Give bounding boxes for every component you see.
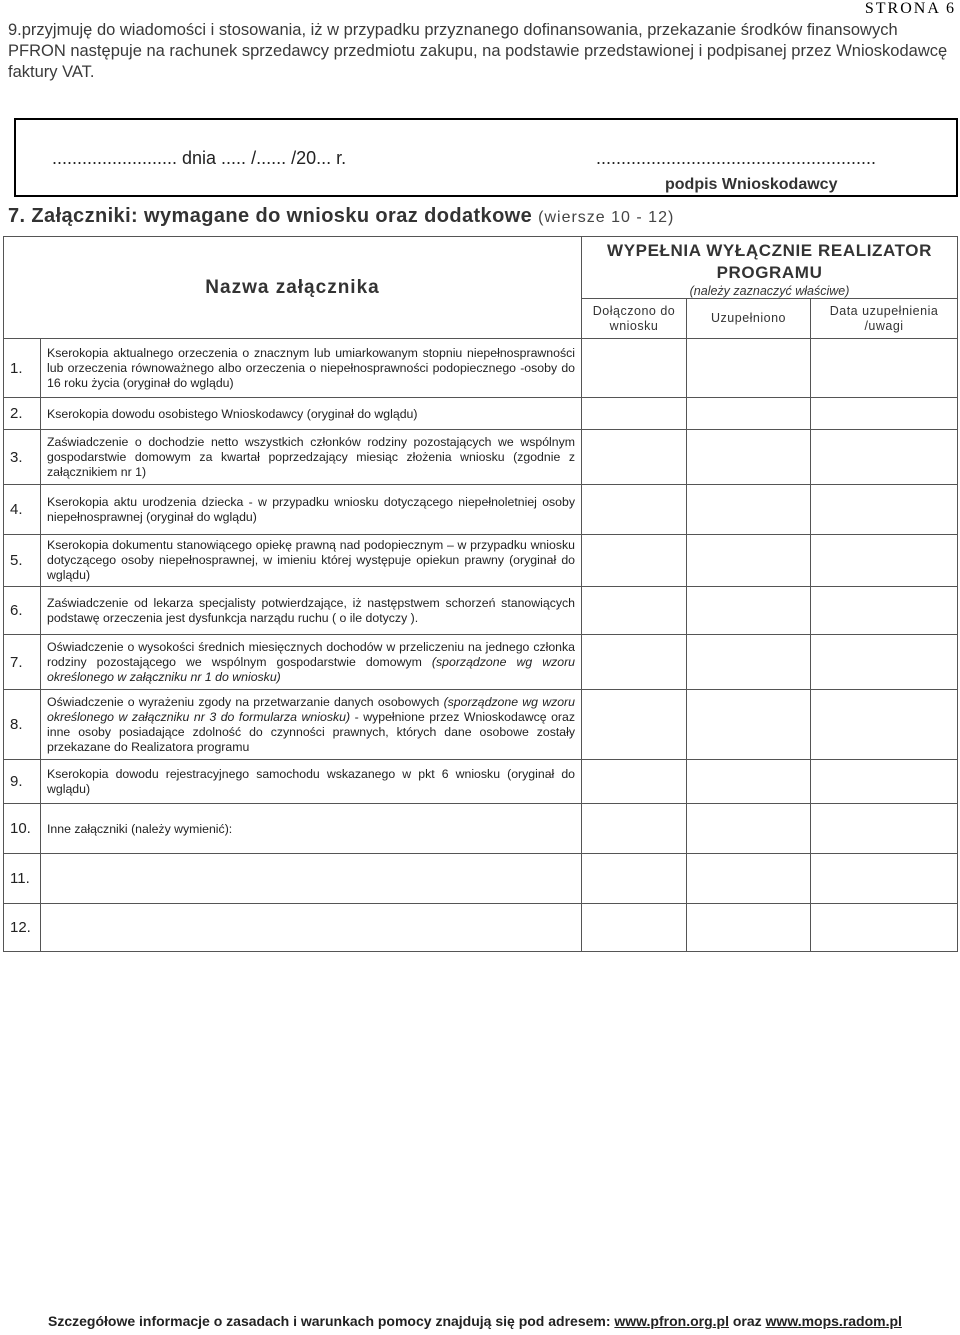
cell-completed[interactable]	[687, 854, 811, 904]
cell-completed[interactable]	[687, 587, 811, 635]
cell-attached[interactable]	[582, 430, 687, 485]
cell-completed[interactable]	[687, 485, 811, 535]
row-description[interactable]	[41, 854, 582, 904]
col-date-header: Data uzupełnienia /uwagi	[811, 299, 958, 339]
row-number: 5.	[4, 535, 41, 587]
link-pfron[interactable]: www.pfron.org.pl	[614, 1313, 729, 1329]
row-description: Zaświadczenie od lekarza specjalisty potwierdzające, iż następstwem schorzeń stanowiących podstawę orzeczenia jest dysfunkcja narządu ruchu ( o ile dotyczy ).	[41, 587, 582, 635]
cell-attached[interactable]	[582, 587, 687, 635]
table-row	[4, 535, 958, 587]
row-description: Oświadczenie o wyrażeniu zgody na przetwarzanie danych osobowych (sporządzone wg wzoru określonego w załączniku nr 3 do formularza wniosku) - wypełnione przez Wnioskodawcę oraz inne osoby posiadające zdolność do czynności prawnych, których dane osobowe zostały przekazane do Realizatora programu	[41, 690, 582, 760]
row-number: 11.	[4, 854, 41, 904]
cell-date[interactable]	[811, 690, 958, 760]
table-row	[4, 760, 958, 804]
attachments-table	[3, 236, 958, 952]
section-title	[8, 205, 674, 228]
link-mops[interactable]: www.mops.radom.pl	[765, 1313, 902, 1329]
row-number: 10.	[4, 804, 41, 854]
cell-date[interactable]	[811, 635, 958, 690]
cell-attached[interactable]	[582, 904, 687, 952]
cell-completed[interactable]	[687, 760, 811, 804]
row-description: Kserokopia dowodu rejestracyjnego samochodu wskazanego w pkt 6 wniosku (oryginał do wglądu)	[41, 760, 582, 804]
signature-label: podpis Wnioskodawcy	[665, 176, 838, 193]
cell-completed[interactable]	[687, 904, 811, 952]
cell-attached[interactable]	[582, 804, 687, 854]
cell-date[interactable]	[811, 804, 958, 854]
cell-date[interactable]	[811, 485, 958, 535]
cell-date[interactable]	[811, 430, 958, 485]
cell-attached[interactable]	[582, 485, 687, 535]
table-row	[4, 430, 958, 485]
cell-completed[interactable]	[687, 398, 811, 430]
cell-date[interactable]	[811, 339, 958, 398]
row-number: 9.	[4, 760, 41, 804]
row-number: 2.	[4, 398, 41, 430]
table-row	[4, 854, 958, 904]
cell-date[interactable]	[811, 904, 958, 952]
row-number: 8.	[4, 690, 41, 760]
row-number: 7.	[4, 635, 41, 690]
cell-attached[interactable]	[582, 635, 687, 690]
cell-attached[interactable]	[582, 760, 687, 804]
row-description: Kserokopia dowodu osobistego Wnioskodawcy (oryginał do wglądu)	[41, 398, 582, 430]
realizator-header: WYPEŁNIA WYŁĄCZNIE REALIZATOR PROGRAMU (należy zaznaczyć właściwe)	[582, 237, 958, 299]
cell-date[interactable]	[811, 398, 958, 430]
row-description: Zaświadczenie o dochodzie netto wszystkich członków rodziny pozostających we wspólnym gospodarstwie domowym za kwartał poprzedzający miesiąc złożenia wniosku (zgodnie z załącznikiem nr 1)	[41, 430, 582, 485]
row-number: 1.	[4, 339, 41, 398]
signature-line: ........................................................	[596, 148, 877, 168]
cell-date[interactable]	[811, 854, 958, 904]
section-title-text: 7. Załączniki: wymagane do wniosku oraz dodatkowe	[8, 205, 533, 227]
table-row	[4, 635, 958, 690]
name-header: Nazwa załącznika	[4, 237, 582, 339]
cell-completed[interactable]	[687, 339, 811, 398]
header-row-top	[4, 237, 958, 299]
declaration-point-9: 9.przyjmuję do wiadomości i stosowania, iż w przypadku przyznanego dofinansowania, przekazanie środków finansowych PFRON następuje na rachunek sprzedawcy przedmiotu zakupu, na podstawie przedstawionej i podpisanej przez Wnioskodawcę faktury VAT.	[8, 21, 948, 81]
table-row	[4, 904, 958, 952]
footer-info	[48, 1313, 902, 1329]
section-subtitle: (wiersze 10 - 12)	[538, 209, 675, 226]
row-number: 6.	[4, 587, 41, 635]
row-description: Oświadczenie o wysokości średnich miesięcznych dochodów w przeliczeniu na jednego członka rodziny pozostającego we wspólnym gospodarstwie domowym (sporządzone wg wzoru określonego w załączniku nr 1 do wniosku)	[41, 635, 582, 690]
realizator-note: (należy zaznaczyć właściwe)	[689, 283, 850, 298]
cell-date[interactable]	[811, 760, 958, 804]
col-attached-header: Dołączono do wniosku	[582, 299, 687, 339]
table-row	[4, 339, 958, 398]
row-number: 4.	[4, 485, 41, 535]
row-number: 3.	[4, 430, 41, 485]
row-number: 12.	[4, 904, 41, 952]
footer-text: Szczegółowe informacje o zasadach i warunkach pomocy znajdują się pod adresem:	[48, 1313, 611, 1329]
row-description: Kserokopia aktualnego orzeczenia o znacznym lub umiarkowanym stopniu niepełnosprawności lub orzeczenia równoważnego albo orzeczenia o niepełnosprawności podopiecznego -osoby do 16 roku życia (oryginał do wglądu)	[41, 339, 582, 398]
signature-box	[14, 118, 958, 197]
table-row	[4, 485, 958, 535]
table-row	[4, 398, 958, 430]
row-description[interactable]	[41, 904, 582, 952]
row-description: Kserokopia aktu urodzenia dziecka - w przypadku wniosku dotyczącego niepełnoletniej osoby niepełnosprawnej (oryginał do wglądu)	[41, 485, 582, 535]
cell-date[interactable]	[811, 535, 958, 587]
row-description: Kserokopia dokumentu stanowiącego opiekę prawną nad podopiecznym – w przypadku wniosku dotyczącego osoby niepełnosprawnej, w imieniu której występuje opiekun prawny (oryginał do wglądu)	[41, 535, 582, 587]
date-line: ......................... dnia ..... /...... /20... r.	[52, 148, 347, 168]
cell-completed[interactable]	[687, 804, 811, 854]
cell-attached[interactable]	[582, 398, 687, 430]
cell-attached[interactable]	[582, 854, 687, 904]
row-description: Inne załączniki (należy wymienić):	[41, 804, 582, 854]
cell-completed[interactable]	[687, 690, 811, 760]
cell-completed[interactable]	[687, 430, 811, 485]
cell-attached[interactable]	[582, 535, 687, 587]
footer-conj: oraz	[732, 1313, 762, 1329]
table-row	[4, 587, 958, 635]
col-completed-header: Uzupełniono	[687, 299, 811, 339]
page-number: STRONA 6	[864, 0, 956, 17]
cell-completed[interactable]	[687, 635, 811, 690]
cell-attached[interactable]	[582, 339, 687, 398]
table-row	[4, 804, 958, 854]
table-row	[4, 690, 958, 760]
cell-attached[interactable]	[582, 690, 687, 760]
cell-date[interactable]	[811, 587, 958, 635]
cell-completed[interactable]	[687, 535, 811, 587]
